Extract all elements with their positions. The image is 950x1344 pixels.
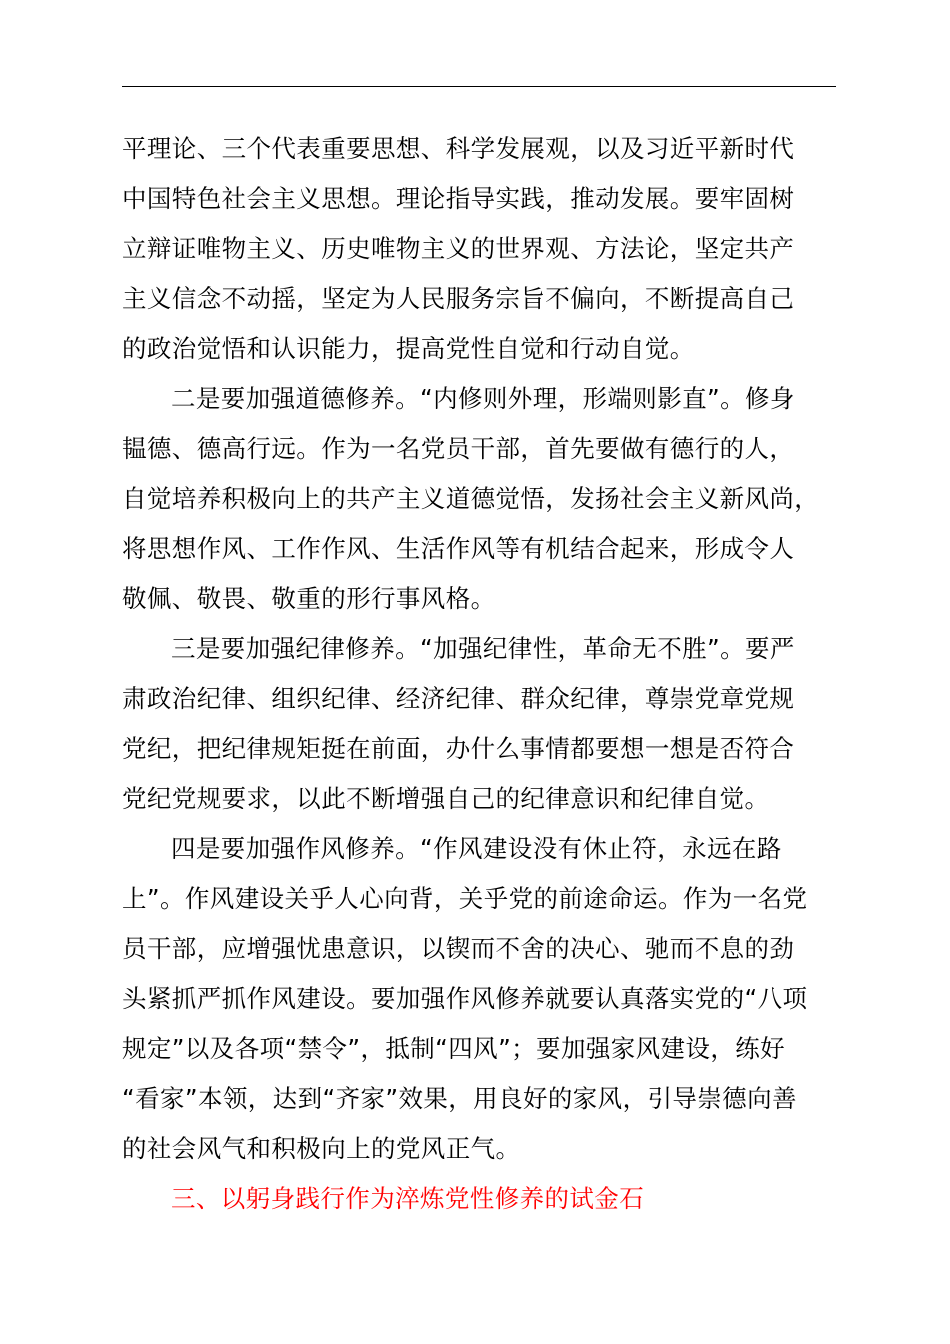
paragraph (122, 824, 862, 1174)
text-line: 党纪，把纪律规矩挺在前面，办什么事情都要想一想是否符合 (122, 734, 795, 763)
text-line: 平理论、三个代表重要思想、科学发展观，以及习近平新时代 (122, 134, 795, 163)
text-line: 主义信念不动摇，坚定为人民服务宗旨不偏向，不断提高自己 (122, 284, 795, 313)
text-line: 敬佩、敬畏、敬重的形行事风格。 (122, 584, 496, 613)
text-line: 自觉培养积极向上的共产主义道德觉悟，发扬社会主义新风尚， (122, 484, 820, 513)
section-heading: 三、以躬身践行作为淬炼党性修养的试金石 (171, 1184, 645, 1213)
paragraph (122, 624, 862, 824)
text-line: 员干部，应增强忧患意识，以锲而不舍的决心、驰而不息的劲 (122, 934, 795, 963)
document-body (122, 124, 862, 1224)
text-line: 规定”以及各项“禁令”，抵制“四风”；要加强家风建设，练好 (122, 1034, 786, 1063)
text-line: 中国特色社会主义思想。理论指导实践，推动发展。要牢固树 (122, 184, 795, 213)
header-rule (122, 86, 836, 87)
text-line: 三是要加强纪律修养。“加强纪律性，革命无不胜”。要严 (171, 634, 795, 663)
text-line: 头紧抓严抓作风建设。要加强作风修养就要认真落实党的“八项 (122, 984, 808, 1013)
text-line: 将思想作风、工作作风、生活作风等有机结合起来，形成令人 (122, 534, 795, 563)
text-line: 二是要加强道德修养。“内修则外理，形端则影直”。修身 (171, 384, 795, 413)
text-line: 韫德、德高行远。作为一名党员干部，首先要做有德行的人， (122, 434, 795, 463)
text-line: 的社会风气和积极向上的党风正气。 (122, 1134, 521, 1163)
text-line: 四是要加强作风修养。“作风建设没有休止符，永远在路 (171, 834, 782, 863)
paragraph (122, 124, 862, 374)
text-line: 的政治觉悟和认识能力，提高党性自觉和行动自觉。 (122, 334, 695, 363)
text-line: 党纪党规要求，以此不断增强自己的纪律意识和纪律自觉。 (122, 784, 770, 813)
text-line: 肃政治纪律、组织纪律、经济纪律、群众纪律，尊崇党章党规 (122, 684, 795, 713)
paragraph-list (122, 124, 862, 1174)
paragraph (122, 374, 862, 624)
text-line: 立辩证唯物主义、历史唯物主义的世界观、方法论，坚定共产 (122, 234, 795, 263)
text-line: “看家”本领，达到“齐家”效果，用良好的家风，引导崇德向善 (122, 1084, 797, 1113)
text-line: 上”。作风建设关乎人心向背，关乎党的前途命运。作为一名党 (122, 884, 808, 913)
